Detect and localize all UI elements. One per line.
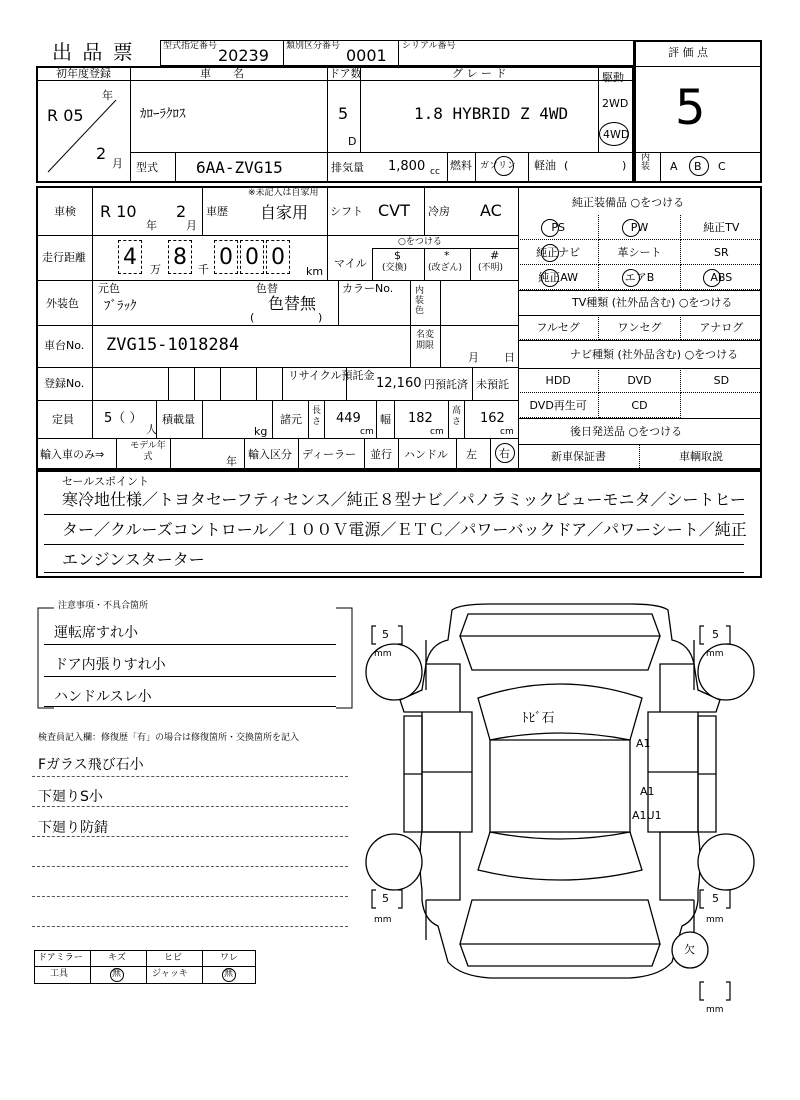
option-cell [518,215,599,240]
recycle-unpaid: 未預託 [476,378,509,391]
class-no-value: 0001 [346,46,387,65]
doors-sub: D [348,135,357,148]
kg-unit: kg [254,425,268,438]
dealer-option: ディーラー [302,448,357,461]
serial-label: シリアル番号 [402,41,456,51]
option-selected-circle [703,269,721,287]
fuel-light-oil: 軽油 [534,159,556,172]
jack-label: ジャッキ [152,969,188,979]
tools-none: 無 [112,969,122,979]
later-option-cell [640,444,762,470]
jack-none: 無 [224,969,234,979]
repaint-paren-close: ) [318,311,323,324]
reg-label: 登録No. [44,377,85,390]
width-cm: cm [430,427,444,437]
option-label: 純正TV [703,221,740,234]
name-change-day: 日 [504,351,515,364]
model-label: 型式 [136,161,158,174]
odometer-digit: 4 [123,245,137,270]
first-reg-month: 2 [96,144,107,163]
navi-option-cell [681,368,762,393]
name-change-month: 月 [468,351,479,364]
option-cell [681,265,762,290]
int-color-label: 内装色 [415,286,425,316]
shift-label: シフト [330,205,363,218]
type-no-value: 20239 [218,46,269,65]
interior-label: 内装 [641,153,651,172]
altered-option: (改ざん) [428,263,463,273]
model-value: 6AA-ZVG15 [196,158,283,177]
exchange-sym: $ [394,249,401,262]
first-reg-label: 初年度登録 [56,67,111,80]
drive-2wd: 2WD [602,97,629,110]
recycle-paid: 円預託済 [424,378,468,391]
option-cell [599,215,680,240]
height-value: 162 [480,411,505,426]
fuel-label: 燃料 [450,159,472,172]
option-cell [681,215,762,240]
tire-rr-value: 5 [712,892,719,905]
car-damage-diagram [360,600,780,1020]
option-selected-circle [622,219,640,237]
handle-left: 左 [466,448,477,461]
tv-option-label: フルセグ [536,321,580,334]
recycle-value: 12,160 [376,376,422,391]
displacement-value: 1,800 [388,159,426,174]
first-reg-year: R 05 [47,106,84,125]
sales-label: セールスポイント [62,475,150,488]
navi-option-cell [599,393,680,418]
exchange-option: (交換) [382,263,408,273]
mileage-man-unit: 万 [150,263,161,276]
inspector-line-1: Fガラス飛び石小 [38,757,144,773]
mileage-label: 走行距離 [42,251,86,264]
cc-unit: cc [430,167,440,177]
tire-rr-mm: mm [706,915,724,925]
tire-fl-mm: mm [374,649,392,659]
option-label: PS [551,221,565,234]
drive-4wd: 4WD [603,128,630,141]
history-note: ※未記入は自家用 [248,188,319,198]
navi-option-label: SD [713,374,730,387]
navi-option-cell [599,368,680,393]
fuel-paren-close: ) [622,159,627,172]
navi-option-cell [518,368,599,393]
shift-value: CVT [378,201,410,220]
note-line-3: ハンドルスレ小 [54,689,152,705]
model-year-unit: 年 [226,455,237,468]
options-title: 純正装備品 ○をつける [572,196,685,209]
history-value: 自家用 [260,203,309,222]
windshield-note: ﾄﾋﾞ石 [522,711,555,726]
drive-label: 駆動 [602,71,624,84]
option-selected-circle [541,219,559,237]
capacity-label: 定員 [52,413,74,426]
tv-option-cell [599,315,680,340]
option-cell [599,240,680,265]
import-type-label: 輸入区分 [248,448,292,461]
load-label: 積載量 [162,413,195,426]
note-line-1: 運転席すれ小 [54,625,138,641]
doors-label: ドア数 [329,67,362,80]
option-cell [518,240,599,265]
tv-option-cell [518,315,599,340]
option-label: 革シート [617,246,662,259]
height-label: 高さ [452,406,462,427]
unknown-option: (不明) [478,263,504,273]
width-value: 182 [408,411,433,426]
odometer-digit-box [266,240,290,274]
type-no-label: 型式指定番号 [163,41,218,51]
odometer-digit: 0 [271,245,285,270]
option-label: 純正ナビ [536,246,581,259]
option-selected-circle [541,269,559,287]
navi-option-label: DVD再生可 [529,399,587,412]
navi-option-label: HDD [545,374,571,387]
scratch-header: キズ [108,953,126,963]
chassis-label: 車台No. [44,339,85,352]
color-no-label: カラーNo. [342,282,394,295]
mileage-tick-note: ○をつける [398,237,442,247]
option-label: エアB [624,271,655,284]
tv-option-cell [681,315,762,340]
handle-right: 右 [499,447,510,460]
interior-b: B [694,160,702,173]
option-selected-circle [541,244,559,262]
odometer-digit-box [118,240,142,274]
odometer-digit: 8 [173,245,187,270]
tire-fr-value: 5 [712,628,719,641]
name-change-label: 名変期限 [416,330,435,351]
option-selected-circle [622,269,640,287]
tv-row [518,315,762,340]
navi-option-cell [518,393,599,418]
ac-value: AC [480,201,502,220]
length-label: 長さ [312,406,322,427]
odometer-digit: 0 [219,245,233,270]
year-unit: 年 [102,89,113,102]
handle-label: ハンドル [404,448,448,461]
chassis-value: ZVG15-1018284 [106,335,240,355]
grade-value: 1.8 HYBRID Z 4WD [414,104,569,123]
shaken-label: 車検 [54,205,76,218]
option-cell [518,265,599,290]
mile-option: マイル [334,257,367,270]
odometer-digit-box [214,240,238,274]
width-label: 幅 [380,413,391,426]
tire-rl-value: 5 [382,892,389,905]
length-value: 449 [336,411,361,426]
score-label: 評 価 点 [668,46,708,59]
later-option-label: 車輌取説 [679,450,723,463]
import-label: 輸入車のみ⇒ [40,448,105,461]
tv-option-label: アナログ [699,321,744,334]
car-name-value: ｶﾛｰﾗｸﾛｽ [140,107,186,122]
history-label: 車歴 [206,205,228,218]
odometer-digit: 0 [245,245,259,270]
km-unit: km [306,265,324,278]
orig-color-value: ﾌﾞﾗｯｸ [104,299,137,314]
shaken-year: R 10 [100,202,137,221]
tv-title: TV種類 (社外品含む) ○をつける [572,296,733,309]
sales-line-1: 寒冷地仕様／トヨタセーフティセンス／純正８型ナビ／パノラミックビューモニタ／シートヒー [62,490,746,509]
option-label: SR [714,246,729,259]
fuel-circle [494,156,514,176]
spare-mm: mm [706,1005,724,1015]
break-header: ワレ [220,953,239,963]
option-label: PW [630,221,649,234]
class-no-label: 類別区分番号 [286,41,341,51]
mark-right-rear-door-1: A1 [640,785,655,798]
later-title: 後日発送品 ○をつける [570,425,683,438]
option-cell [681,240,762,265]
option-label: 純正AW [538,271,579,284]
shaken-month: 2 [176,202,187,221]
color-label: 外装色 [46,297,79,310]
note-line-2: ドア内張りすれ小 [54,657,166,673]
score-value: 5 [675,80,706,136]
odometer-digit-box [240,240,264,274]
crack-header: ヒビ [164,953,183,963]
person-unit: 人 [146,423,157,436]
fuel-gasoline: ガソリン [480,161,517,171]
sales-line-2: ター／クルーズコントロール／１００Ｖ電源／ＥＴＣ／パワーバックドア／パワーシート／純正 [62,520,747,539]
doors-value: 5 [338,104,349,123]
interior-c: C [718,160,726,173]
length-cm: cm [360,427,374,437]
later-row [518,444,762,470]
inspector-line-2: 下廻りS小 [38,789,103,805]
repaint-paren-open: ( [250,311,255,324]
ac-label: 冷房 [428,205,450,218]
dims-label: 諸元 [280,413,302,426]
mirror-header: ドアミラー [38,953,83,963]
sales-line-3: エンジンスターター [62,550,205,569]
mark-right-front-door: A1 [636,737,651,750]
odometer-digit-box [168,240,192,274]
navi-option-label: DVD [627,374,652,387]
orig-color-label: 元色 [98,282,120,295]
mark-right-rear-door-2: A1U1 [632,809,662,822]
form-title: 出 品 票 [52,40,135,64]
later-option-label: 新車保証書 [551,450,606,463]
repaint-label: 色替 [256,282,278,295]
month-unit: 月 [112,157,123,170]
grade-label: グ レ ー ド [452,67,507,80]
inspector-label: 検査員記入欄：修復歴「有」の場合は修復箇所・交換箇所を記入 [38,733,300,743]
tire-fl-value: 5 [382,628,389,641]
option-cell [599,265,680,290]
later-option-cell [518,444,640,470]
model-year-label: モデル年式 [130,441,166,462]
repaint-value: 色替無 [268,294,317,313]
capacity-value: 5（ ） [104,411,143,426]
displacement-label: 排気量 [331,161,364,174]
unknown-sym: # [490,249,500,262]
navi-grid [518,368,762,418]
altered-sym: * [444,249,450,262]
height-cm: cm [500,427,514,437]
tools-label: 工具 [50,969,69,979]
option-label: ABS [710,271,733,284]
shaken-year-unit: 年 [146,219,157,232]
recycle-label-1: リサイクル預託金 [288,369,375,382]
spare-missing: 欠 [684,943,695,956]
mileage-sen-unit: 千 [198,263,209,276]
inspector-line-3: 下廻り防錆 [38,820,108,836]
notes-label: 注意事項・不具合箇所 [58,601,149,611]
interior-a: A [670,160,678,173]
tire-fr-mm: mm [706,649,724,659]
options-grid [518,215,762,290]
navi-option-label: CD [631,399,648,412]
parallel-option: 並行 [370,448,392,461]
car-name-label: 車 名 [200,67,244,80]
shaken-month-unit: 月 [186,219,197,232]
navi-title: ナビ種類 (社外品含む) ○をつける [570,348,739,361]
tire-rl-mm: mm [374,915,392,925]
fuel-paren-open: ( [564,159,569,172]
tv-option-label: ワンセグ [617,321,662,334]
